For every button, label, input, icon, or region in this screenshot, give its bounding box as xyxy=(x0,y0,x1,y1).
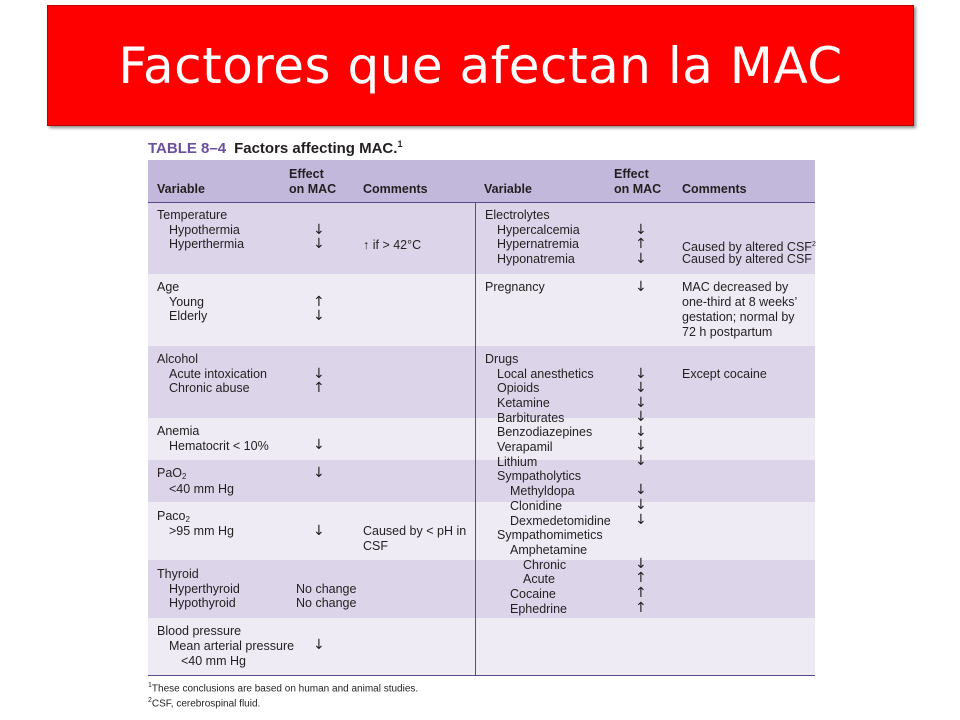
alcohol-title: Alcohol xyxy=(157,352,198,366)
mac-factors-table xyxy=(148,160,815,675)
map-effect: ↓ xyxy=(313,637,325,653)
hypothyroid-effect: No change xyxy=(296,596,357,610)
opioids-label: Opioids xyxy=(497,381,540,395)
header-rule xyxy=(148,202,815,203)
hyperthermia-comment: ↑ if > 42°C xyxy=(363,238,422,252)
local-anesthetics-effect: ↓ xyxy=(635,366,647,382)
table-caption-text: Factors affecting MAC. xyxy=(234,140,398,157)
hyponatremia-comment: Caused by altered CSF xyxy=(682,252,812,266)
header-variable-left: Variable xyxy=(157,182,205,196)
map-value: <40 mm Hg xyxy=(181,654,246,668)
age-title: Age xyxy=(157,280,180,294)
local-anesthetics-label: Local anesthetics xyxy=(497,367,594,381)
amphetamine-label: Amphetamine xyxy=(510,543,588,557)
opioids-effect: ↓ xyxy=(635,380,647,396)
elderly-label: Elderly xyxy=(169,309,208,323)
verapamil-label: Verapamil xyxy=(497,440,553,454)
methyldopa-effect: ↓ xyxy=(635,482,647,498)
sympatholytics-label: Sympatholytics xyxy=(497,469,582,483)
benzodiazepines-label: Benzodiazepines xyxy=(497,425,593,439)
table-caption xyxy=(148,139,402,157)
pregnancy-effect: ↓ xyxy=(635,279,647,295)
sympathomimetics-label: Sympathomimetics xyxy=(497,528,603,542)
methyldopa-label: Methyldopa xyxy=(510,484,575,498)
header-effect-right-1: Effect xyxy=(614,167,649,181)
elderly-effect: ↓ xyxy=(313,308,325,324)
clonidine-label: Clonidine xyxy=(510,499,563,513)
header-effect-left-2: on MAC xyxy=(289,182,337,196)
ephedrine-effect: ↑ xyxy=(635,600,647,616)
table-caption-ref: 1 xyxy=(397,139,403,149)
header-comments-left: Comments xyxy=(363,182,428,196)
local-anesthetics-comment: Except cocaine xyxy=(682,367,767,381)
ketamine-effect: ↓ xyxy=(635,395,647,411)
header-effect-left-1: Effect xyxy=(289,167,324,181)
hyperthermia-label: Hyperthermia xyxy=(169,237,245,251)
barbiturates-label: Barbiturates xyxy=(497,411,565,425)
hypothermia-label: Hypothermia xyxy=(169,223,240,237)
dexmedetomidine-effect: ↓ xyxy=(635,512,647,528)
dexmedetomidine-label: Dexmedetomidine xyxy=(510,514,611,528)
hypothermia-effect: ↓ xyxy=(313,222,325,238)
chronic-abuse-effect: ↑ xyxy=(313,380,325,396)
pregnancy-comment-1: MAC decreased by xyxy=(682,280,789,294)
acute-effect: ↑ xyxy=(635,570,647,586)
verapamil-effect: ↓ xyxy=(635,438,647,454)
young-effect: ↑ xyxy=(313,294,325,310)
column-divider xyxy=(475,202,476,675)
benzodiazepines-effect: ↓ xyxy=(635,424,647,440)
hypernatremia-effect: ↑ xyxy=(635,236,647,252)
pao2-value: <40 mm Hg xyxy=(169,482,234,496)
electrolytes-title: Electrolytes xyxy=(485,208,550,222)
chronic-effect: ↓ xyxy=(635,556,647,572)
row-band-5 xyxy=(148,460,815,502)
thyroid-title: Thyroid xyxy=(157,567,199,581)
paco2-comment-1: Caused by < pH in xyxy=(363,524,467,538)
lithium-effect: ↓ xyxy=(635,453,647,469)
ketamine-label: Ketamine xyxy=(497,396,550,410)
hyponatremia-effect: ↓ xyxy=(635,251,647,267)
hypernatremia-comment: Caused by altered CSF$^2$ xyxy=(682,240,816,255)
anemia-title: Anemia xyxy=(157,424,200,438)
hypercalcemia-label: Hypercalcemia xyxy=(497,223,580,237)
map-label: Mean arterial pressure xyxy=(169,639,295,653)
hyponatremia-label: Hyponatremia xyxy=(497,252,575,266)
hyperthyroid-label: Hyperthyroid xyxy=(169,582,240,596)
pregnancy-comment-3: gestation; normal by xyxy=(682,310,795,324)
header-comments-right: Comments xyxy=(682,182,747,196)
pregnancy-title: Pregnancy xyxy=(485,280,545,294)
row-band-7 xyxy=(148,560,815,618)
young-label: Young xyxy=(169,295,204,309)
hypernatremia-label: Hypernatremia xyxy=(497,237,579,251)
table-label: TABLE 8–4 xyxy=(148,140,227,157)
chronic-label: Chronic xyxy=(523,558,567,572)
lithium-label: Lithium xyxy=(497,455,538,469)
acute-label: Acute xyxy=(523,572,555,586)
row-band-6 xyxy=(148,502,815,560)
hypercalcemia-effect: ↓ xyxy=(635,222,647,238)
barbiturates-effect: ↓ xyxy=(635,409,647,425)
pregnancy-comment-4: 72 h postpartum xyxy=(682,325,773,339)
bp-title: Blood pressure xyxy=(157,624,242,638)
paco2-value: >95 mm Hg xyxy=(169,524,234,538)
temperature-title: Temperature xyxy=(157,208,228,222)
hyperthyroid-effect: No change xyxy=(296,582,357,596)
footnote-2: $^2$CSF, cerebrospinal fluid. xyxy=(148,697,261,710)
header-variable-right: Variable xyxy=(484,182,532,196)
bottom-rule xyxy=(148,675,815,676)
hyperthermia-effect: ↓ xyxy=(313,236,325,252)
pao2-title: PaO$_2$ xyxy=(157,466,187,481)
hematocrit-label: Hematocrit < 10% xyxy=(169,439,269,453)
cocaine-effect: ↑ xyxy=(635,585,647,601)
hypothyroid-label: Hypothyroid xyxy=(169,596,236,610)
acute-intoxication-label: Acute intoxication xyxy=(169,367,267,381)
paco2-effect: ↓ xyxy=(313,523,325,539)
pregnancy-comment-2: one-third at 8 weeks’ xyxy=(682,295,798,309)
footnote-1: $^1$These conclusions are based on human and animal studies. xyxy=(148,682,419,695)
acute-intoxication-effect: ↓ xyxy=(313,366,325,382)
chronic-abuse-label: Chronic abuse xyxy=(169,381,250,395)
slide-title: Factores que afectan la MAC xyxy=(118,36,843,95)
paco2-comment-2: CSF xyxy=(363,539,388,553)
hematocrit-effect: ↓ xyxy=(313,437,325,453)
paco2-title: Paco$_2$ xyxy=(157,509,190,524)
ephedrine-label: Ephedrine xyxy=(510,602,567,616)
drugs-title: Drugs xyxy=(485,352,519,366)
title-banner xyxy=(47,5,914,126)
header-effect-right-2: on MAC xyxy=(614,182,662,196)
cocaine-label: Cocaine xyxy=(510,587,556,601)
clonidine-effect: ↓ xyxy=(635,497,647,513)
pao2-effect: ↓ xyxy=(313,465,325,481)
